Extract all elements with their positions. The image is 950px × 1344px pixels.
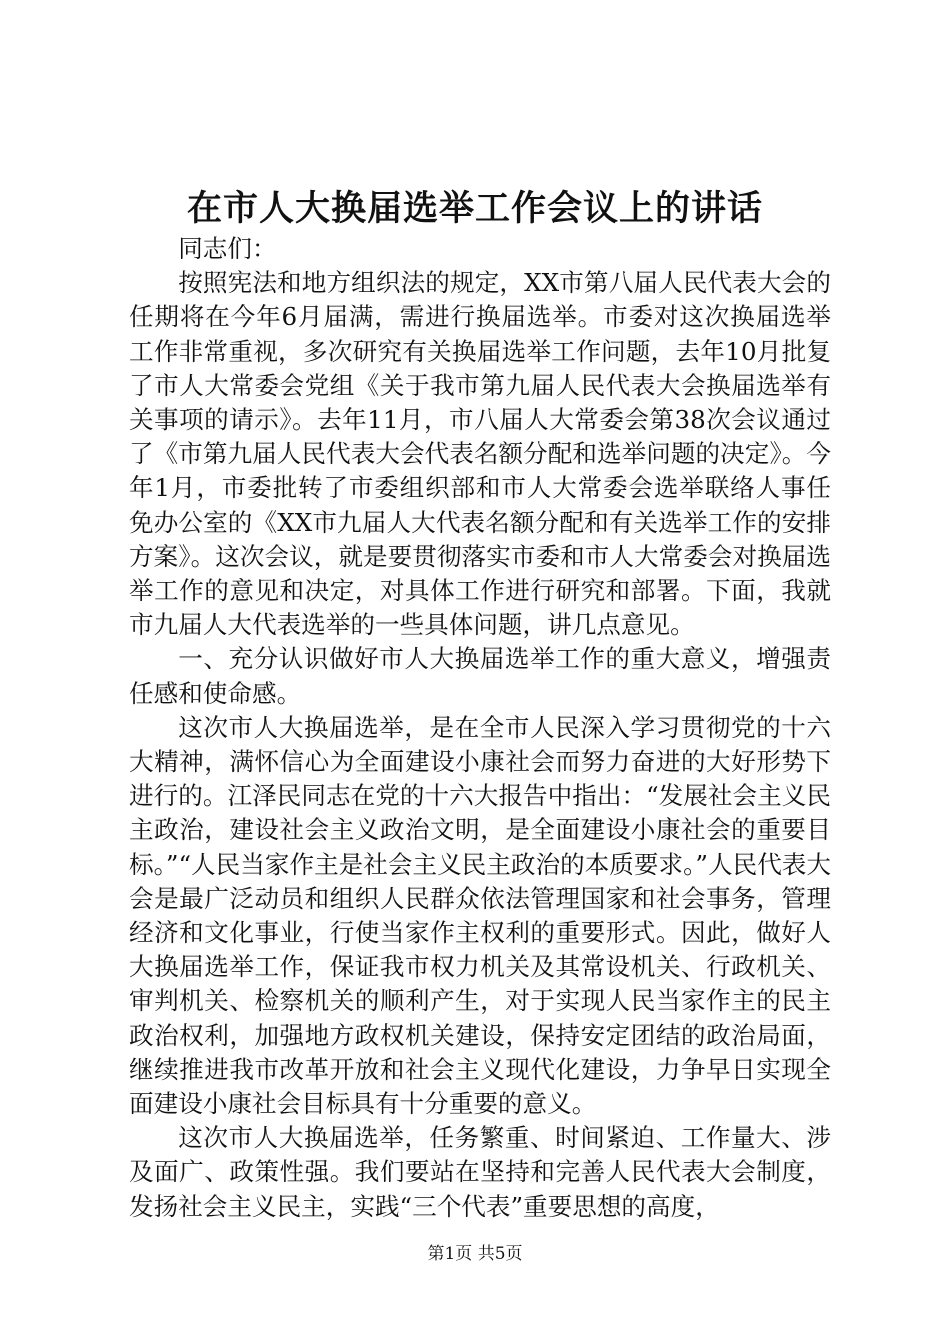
- page-footer: 第1页 共5页: [427, 1244, 523, 1264]
- document-body: [129, 232, 831, 1224]
- salutation: 同志们：: [178, 234, 277, 263]
- paragraph: 这次市人大换届选举，是在全市人民深入学习贯彻党的十六大精神，满怀信心为全面建设小康社会而努力奋进的大好形势下进行的。江泽民同志在党的十六大报告中指出：“发展社会主义民主政治，建设社会主义政治文明，是全面建设小康社会的重要目标。”“人民当家作主是社会主义民主政治的本质要求。”人民代表大会是最广泛动员和组织人民群众依法管理国家和社会事务，管理经济和文化事业，行使当家作主权利的重要形式。因此，做好人大换届选举工作，保证我市权力机关及其常设机关、行政机关、审判机关、检察机关的顺利产生，对于实现人民当家作主的民主政治权利，加强地方政权机关建设，保持安定团结的政治局面，继续推进我市改革开放和社会主义现代化建设，力争早日实现全面建设小康社会目标具有十分重要的意义。: [129, 712, 831, 1119]
- document-title: 在市人大换届选举工作会议上的讲话: [186, 188, 763, 229]
- section-heading: 一、充分认识做好市人大换届选举工作的重大意义，增强责任感和使命感。: [129, 644, 831, 708]
- paragraph: 按照宪法和地方组织法的规定，XX市第八届人民代表大会的任期将在今年6月届满，需进行换届选举。市委对这次换届选举工作非常重视，多次研究有关换届选举工作问题，去年10月批复了市人大常委会党组《关于我市第九届人民代表大会换届选举有关事项的请示》。去年11月，市八届人大常委会第38次会议通过了《市第九届人民代表大会代表名额分配和选举问题的决定》。今年1月，市委批转了市委组织部和市人大常委会选举联络人事任免办公室的《XX市九届人大代表名额分配和有关选举工作的安排方案》。这次会议，就是要贯彻落实市委和市人大常委会对换届选举工作的意见和决定，对具体工作进行研究和部署。下面，我就市九届人大代表选举的一些具体问题，讲几点意见。: [129, 268, 831, 640]
- paragraph: 这次市人大换届选举，任务繁重、时间紧迫、工作量大、涉及面广、政策性强。我们要站在坚持和完善人民代表大会制度，发扬社会主义民主，实践“三个代表”重要思想的高度，: [129, 1123, 831, 1221]
